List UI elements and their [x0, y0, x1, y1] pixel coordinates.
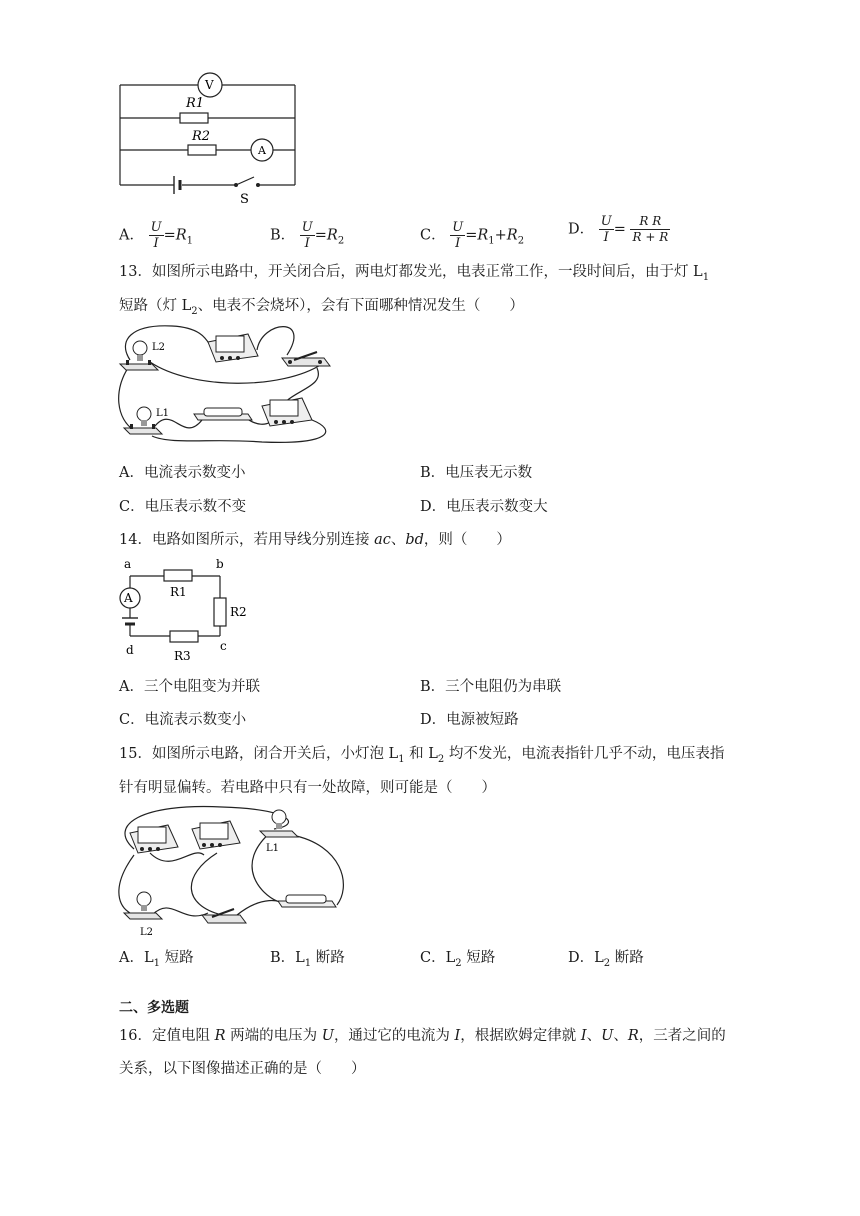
- q14-r1-label: R1: [170, 585, 187, 599]
- voltmeter-label: V: [205, 78, 214, 92]
- q13-l2-label: L2: [152, 342, 166, 353]
- q13-stem-line2: 短路（灯 $L_2$、电表不会烧坏），会有下面哪种情况发生（ ）: [119, 298, 524, 317]
- q13-option-c[interactable]: C．电压表示数不变: [119, 499, 247, 515]
- r1-label: R1: [186, 96, 205, 111]
- q12-circuit-figure: [110, 66, 310, 206]
- q15-option-a[interactable]: A．$L_1$ 短路: [119, 950, 194, 969]
- q14-option-b[interactable]: B．三个电阻仍为串联: [420, 679, 562, 695]
- q14-circuit-figure: [112, 556, 257, 671]
- q15-l2-label: L2: [140, 927, 154, 938]
- q15-option-c[interactable]: C．$L_2$ 短路: [420, 950, 496, 969]
- q13-circuit-figure: [112, 320, 337, 445]
- q15-circuit-figure: [112, 805, 347, 940]
- q12-option-c[interactable]: C． $\frac{U}{I}$ $=R_1+R_2$: [420, 220, 525, 251]
- q13-option-a[interactable]: A．电流表示数变小: [119, 465, 246, 481]
- r2-label: R2: [192, 129, 211, 144]
- q14-r3-label: R3: [174, 649, 191, 663]
- q12-option-a[interactable]: A． $\frac{U}{I}$ $=R_1$: [119, 220, 194, 251]
- q14-point-b: b: [216, 557, 224, 571]
- switch-label: S: [240, 192, 249, 206]
- ammeter-label: A: [258, 144, 266, 157]
- q14-ammeter-label: A: [124, 591, 133, 605]
- q12-option-b[interactable]: B． $\frac{U}{I}$ $=R_2$: [270, 220, 345, 251]
- q14-point-c: c: [220, 639, 227, 653]
- q15-stem-line1: 15．如图所示电路，闭合开关后，小灯泡 $L_1$ 和 $L_2$ 均不发光，电流表指针几乎不动，电压表指: [119, 746, 725, 765]
- q15-l1-label: L1: [266, 843, 280, 854]
- q14-r2-label: R2: [230, 605, 247, 619]
- q14-option-d[interactable]: D．电源被短路: [420, 712, 519, 728]
- q14-option-a[interactable]: A．三个电阻变为并联: [119, 679, 260, 695]
- q15-stem-line2: 针有明显偏转。若电路中只有一处故障，则可能是（ ）: [119, 780, 496, 796]
- q16-stem-line2: 关系，以下图像描述正确的是（ ）: [119, 1061, 366, 1077]
- q14-point-a: a: [124, 557, 132, 571]
- q12-option-d[interactable]: D． $\frac{U}{I}$ = $\frac{\text{R R}}{R + R}$: [568, 214, 669, 245]
- q15-option-b[interactable]: B．$L_1$ 断路: [270, 950, 345, 969]
- section-heading-multiple-choice: 二、多选题: [119, 1000, 189, 1016]
- q15-option-d[interactable]: D．$L_2$ 断路: [568, 950, 644, 969]
- q16-stem-line1: 16．定值电阻 R 两端的电压为 U，通过它的电流为 I，根据欧姆定律就 I、U、R，三者之间的: [119, 1028, 726, 1044]
- q14-option-c[interactable]: C．电流表示数变小: [119, 712, 247, 728]
- q13-stem-line1: 13．如图所示电路中，开关闭合后，两电灯都发光，电表正常工作，一段时间后，由于灯 $L_1$: [119, 264, 710, 283]
- q13-option-b[interactable]: B．电压表无示数: [420, 465, 533, 481]
- q13-option-d[interactable]: D．电压表示数变大: [420, 499, 548, 515]
- q14-point-d: d: [126, 643, 134, 657]
- q13-l1-label: L1: [156, 408, 170, 419]
- q14-stem: 14．电路如图所示，若用导线分别连接 ac、bd，则（ ）: [119, 532, 511, 548]
